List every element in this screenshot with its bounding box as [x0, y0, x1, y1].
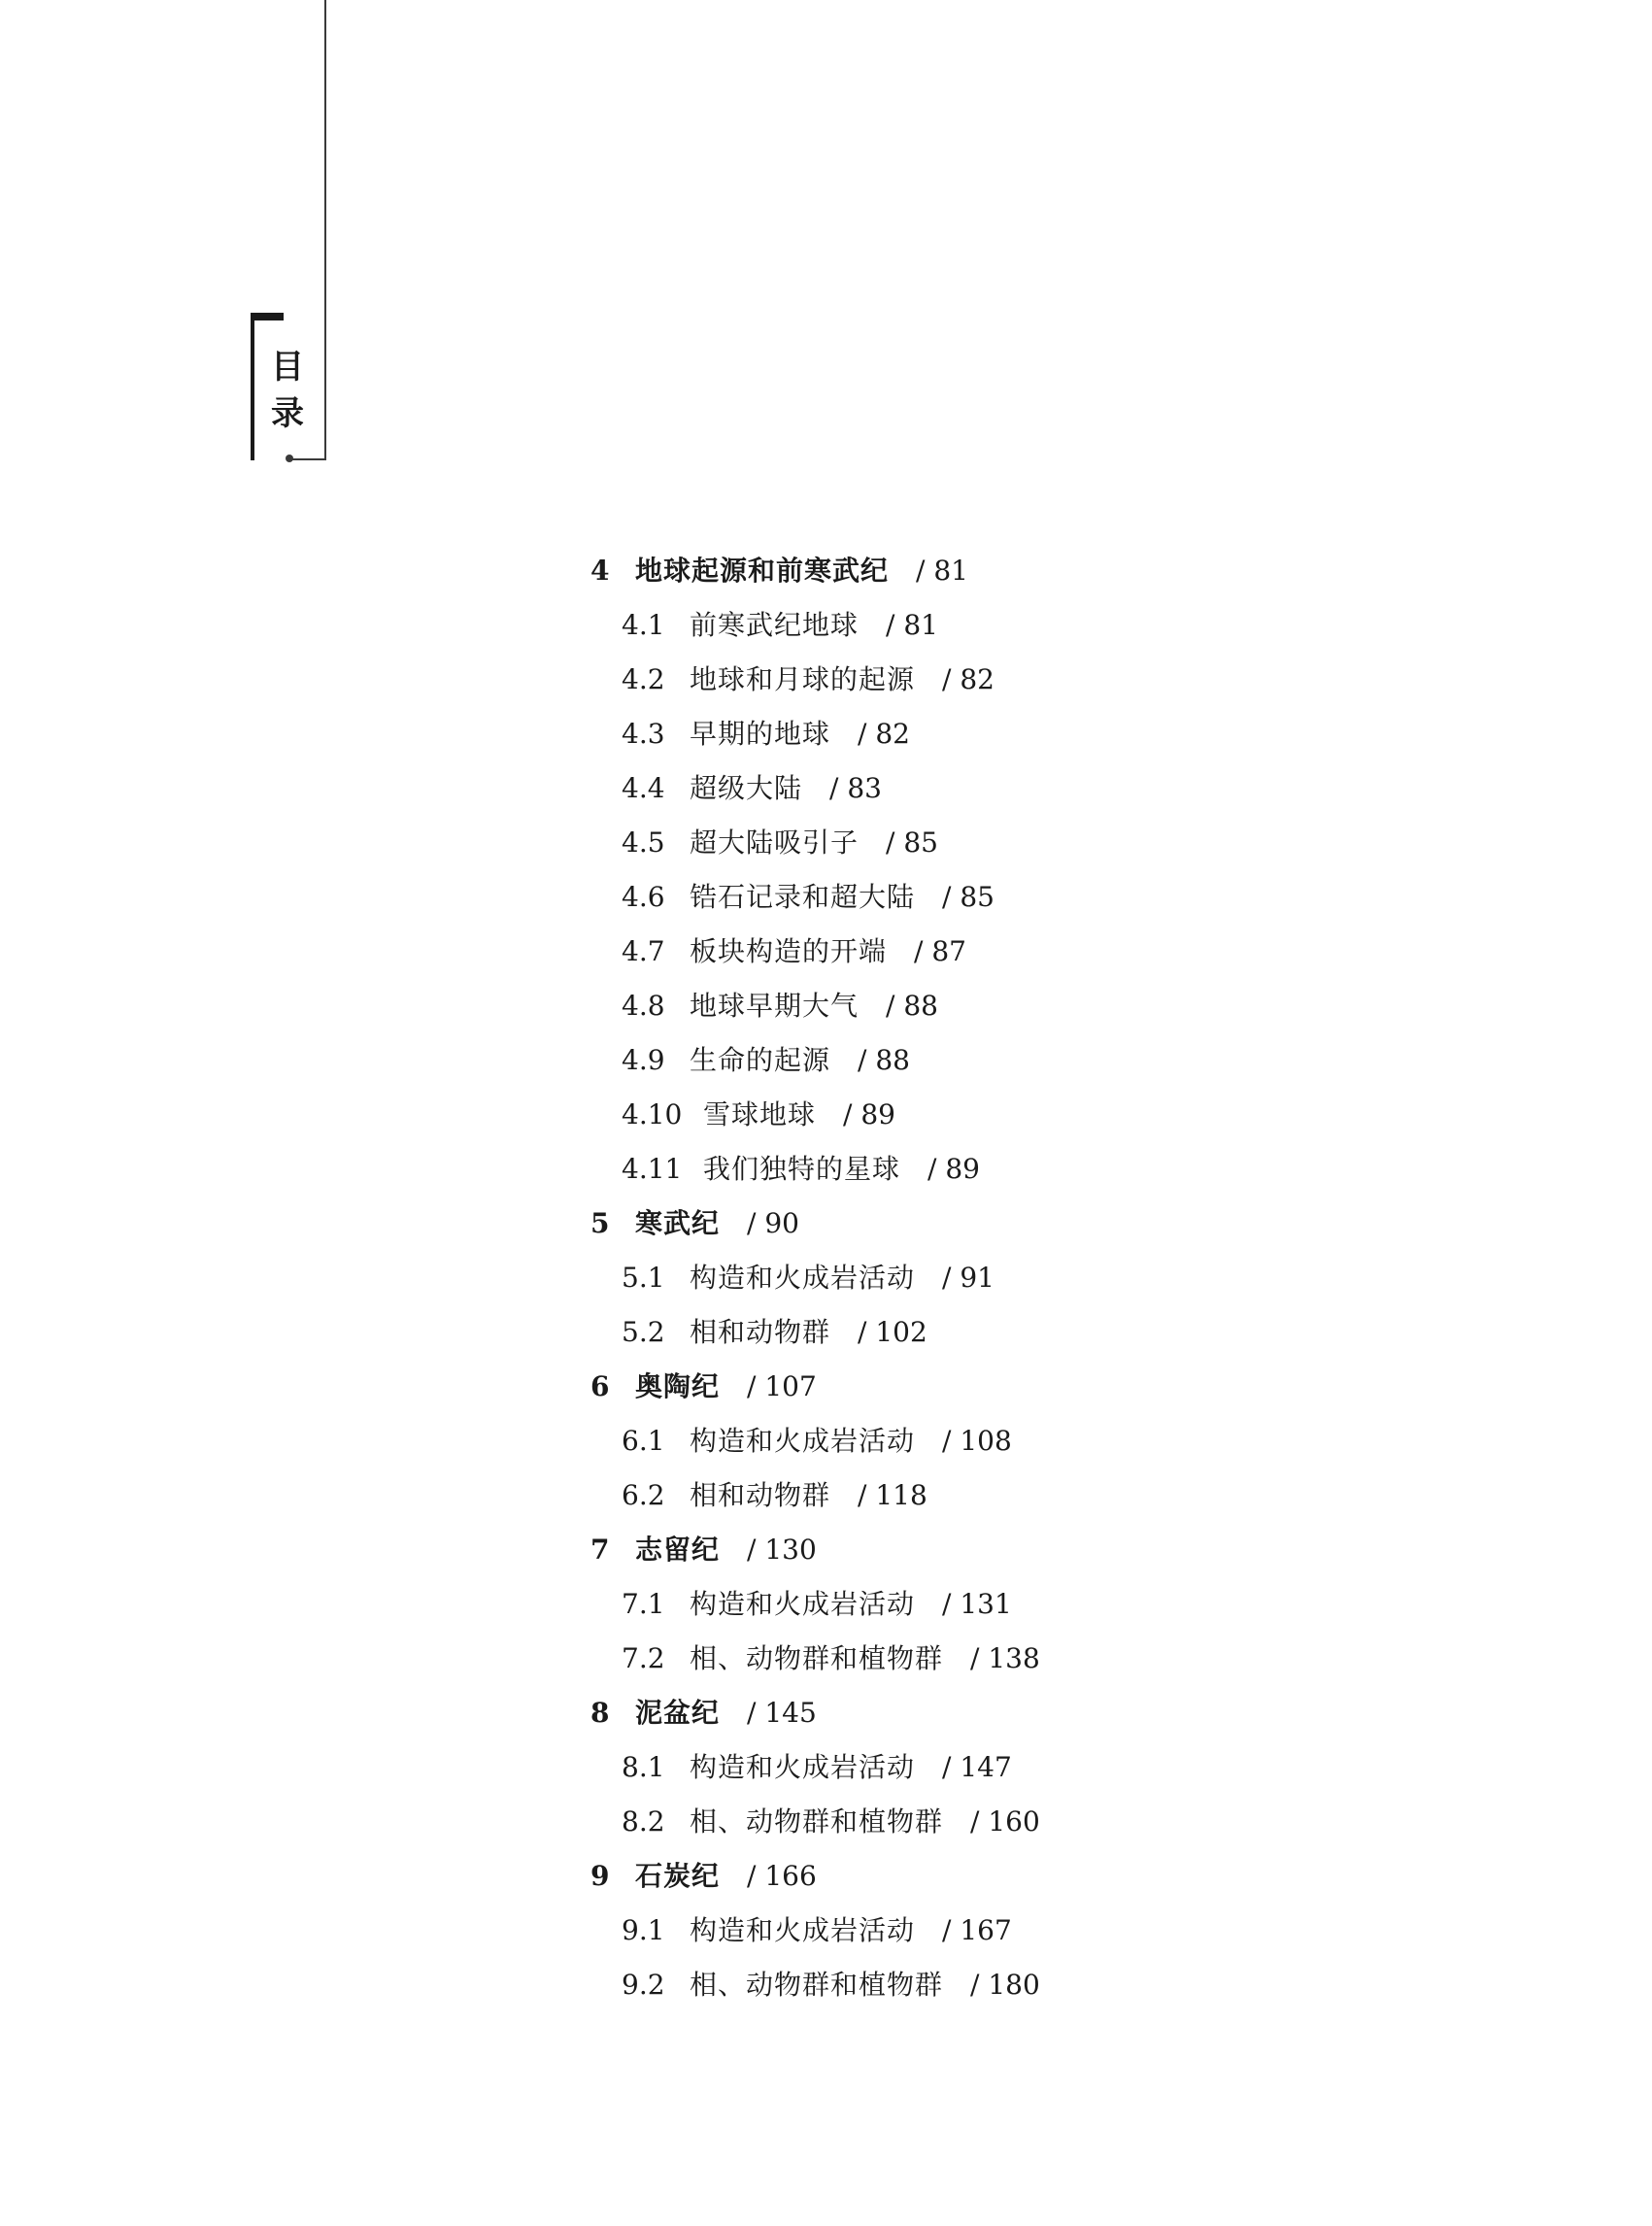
toc-entry-title: 生命的起源: [690, 1044, 831, 1076]
toc-section-row[interactable]: [590, 1033, 1465, 1088]
toc-entry-page: / 88: [886, 990, 938, 1022]
toc-chapter-row[interactable]: [590, 1197, 1465, 1251]
toc-entry-page: / 82: [858, 718, 910, 750]
toc-chapter-row[interactable]: [590, 544, 1465, 598]
toc-entry-title: 地球起源和前寒武纪: [635, 555, 890, 587]
side-vertical-rule: [324, 0, 326, 460]
toc-entry-title: 志留纪: [635, 1534, 721, 1566]
side-bracket-foot: [289, 458, 326, 460]
toc-entry-number: 6.2: [622, 1479, 665, 1511]
toc-section-row[interactable]: [590, 761, 1465, 816]
toc-section-row[interactable]: [590, 816, 1465, 870]
toc-chapter-row[interactable]: [590, 1523, 1465, 1577]
toc-entry-title: 构造和火成岩活动: [690, 1751, 916, 1783]
toc-entry-page: / 85: [886, 826, 938, 859]
toc-entry-number: 5.1: [622, 1262, 665, 1294]
toc-entry-title: 相、动物群和植物群: [690, 1805, 944, 1838]
toc-entry-number: 9: [590, 1860, 610, 1892]
toc-entry-number: 4.1: [622, 609, 665, 641]
toc-entry-title: 泥盆纪: [635, 1697, 721, 1729]
toc-entry-page: / 83: [829, 772, 882, 804]
toc-entry-number: 7: [590, 1534, 610, 1566]
toc-section-row[interactable]: [590, 1088, 1465, 1142]
toc-entry-number: 4.10: [622, 1098, 683, 1130]
toc-entry-number: 9.1: [622, 1914, 665, 1946]
toc-section-row[interactable]: [590, 1251, 1465, 1305]
toc-entry-title: 超大陆吸引子: [690, 826, 860, 859]
toc-entry-title: 构造和火成岩活动: [690, 1914, 916, 1946]
toc-entry-title: 超级大陆: [690, 772, 803, 804]
toc-entry-number: 5: [590, 1207, 610, 1239]
toc-entry-title: 锆石记录和超大陆: [690, 881, 916, 913]
toc-entry-title: 地球和月球的起源: [690, 663, 916, 695]
toc-section-row[interactable]: [590, 925, 1465, 979]
toc-section-row[interactable]: [590, 1577, 1465, 1632]
toc-section-row[interactable]: [590, 1904, 1465, 1958]
toc-entry-page: / 166: [747, 1860, 817, 1892]
toc-entry-page: / 180: [970, 1969, 1040, 2001]
toc-section-row[interactable]: [590, 1958, 1465, 2012]
toc-entry-number: 4: [590, 555, 610, 587]
toc-entry-title: 早期的地球: [690, 718, 831, 750]
toc-entry-number: 4.9: [622, 1044, 665, 1076]
toc-entry-title: 相和动物群: [690, 1316, 831, 1348]
toc-entry-page: / 167: [942, 1914, 1012, 1946]
toc-entry-number: 4.8: [622, 990, 665, 1022]
toc-entry-page: / 89: [843, 1098, 895, 1130]
toc-entry-title: 奥陶纪: [635, 1370, 721, 1402]
toc-entry-page: / 107: [747, 1370, 817, 1402]
toc-section-row[interactable]: [590, 1632, 1465, 1686]
toc-entry-number: 4.4: [622, 772, 665, 804]
toc-section-row[interactable]: [590, 653, 1465, 707]
toc-entry-number: 8.2: [622, 1805, 665, 1838]
side-bracket-mark-tail: [251, 313, 254, 460]
toc-entry-number: 9.2: [622, 1969, 665, 2001]
toc-entry-number: 4.6: [622, 881, 665, 913]
toc-entry-title: 我们独特的星球: [703, 1153, 901, 1185]
toc-entry-page: / 91: [942, 1262, 995, 1294]
toc-entry-page: / 81: [916, 555, 968, 587]
toc-entry-page: / 90: [747, 1207, 799, 1239]
side-bracket-dot: [286, 455, 293, 462]
toc-entry-title: 寒武纪: [635, 1207, 721, 1239]
toc-entry-page: / 85: [942, 881, 995, 913]
toc-entry-page: / 88: [858, 1044, 910, 1076]
toc-section-row[interactable]: [590, 707, 1465, 761]
toc-entry-number: 7.1: [622, 1588, 665, 1620]
toc-entry-number: 4.2: [622, 663, 665, 695]
toc-section-row[interactable]: [590, 1305, 1465, 1360]
toc-entry-page: / 130: [747, 1534, 817, 1566]
toc-entry-number: 6: [590, 1370, 610, 1402]
toc-entry-number: 8: [590, 1697, 610, 1729]
toc-entry-page: / 82: [942, 663, 995, 695]
toc-entry-title: 板块构造的开端: [690, 935, 888, 967]
table-of-contents: [590, 544, 1465, 2012]
toc-entry-page: / 131: [942, 1588, 1012, 1620]
toc-entry-page: / 87: [914, 935, 966, 967]
side-bracket-mark: [251, 313, 284, 320]
toc-entry-page: / 81: [886, 609, 938, 641]
toc-chapter-row[interactable]: [590, 1686, 1465, 1740]
toc-entry-page: / 160: [970, 1805, 1040, 1838]
toc-section-row[interactable]: [590, 1740, 1465, 1795]
toc-entry-number: 7.2: [622, 1642, 665, 1674]
toc-entry-title: 相、动物群和植物群: [690, 1642, 944, 1674]
toc-entry-title: 前寒武纪地球: [690, 609, 860, 641]
toc-section-row[interactable]: [590, 1142, 1465, 1197]
toc-entry-title: 石炭纪: [635, 1860, 721, 1892]
contents-side-title: 目录: [271, 348, 304, 433]
toc-entry-page: / 118: [858, 1479, 927, 1511]
toc-chapter-row[interactable]: [590, 1849, 1465, 1904]
toc-entry-number: 6.1: [622, 1425, 665, 1457]
toc-section-row[interactable]: [590, 1795, 1465, 1849]
toc-entry-page: / 102: [858, 1316, 927, 1348]
toc-entry-title: 相和动物群: [690, 1479, 831, 1511]
toc-entry-number: 4.3: [622, 718, 665, 750]
toc-entry-page: / 89: [927, 1153, 980, 1185]
toc-entry-number: 8.1: [622, 1751, 665, 1783]
toc-entry-title: 构造和火成岩活动: [690, 1425, 916, 1457]
toc-entry-title: 构造和火成岩活动: [690, 1262, 916, 1294]
toc-entry-title: 相、动物群和植物群: [690, 1969, 944, 2001]
toc-section-row[interactable]: [590, 1468, 1465, 1523]
toc-entry-title: 地球早期大气: [690, 990, 860, 1022]
toc-entry-title: 雪球地球: [703, 1098, 817, 1130]
toc-section-row[interactable]: [590, 979, 1465, 1033]
toc-entry-number: 5.2: [622, 1316, 665, 1348]
toc-entry-number: 4.5: [622, 826, 665, 859]
toc-entry-number: 4.11: [622, 1153, 683, 1185]
toc-entry-page: / 145: [747, 1697, 817, 1729]
toc-entry-number: 4.7: [622, 935, 665, 967]
toc-chapter-row[interactable]: [590, 1360, 1465, 1414]
toc-section-row[interactable]: [590, 870, 1465, 925]
toc-entry-page: / 138: [970, 1642, 1040, 1674]
toc-entry-page: / 147: [942, 1751, 1012, 1783]
toc-section-row[interactable]: [590, 598, 1465, 653]
toc-entry-page: / 108: [942, 1425, 1012, 1457]
toc-section-row[interactable]: [590, 1414, 1465, 1468]
toc-entry-title: 构造和火成岩活动: [690, 1588, 916, 1620]
